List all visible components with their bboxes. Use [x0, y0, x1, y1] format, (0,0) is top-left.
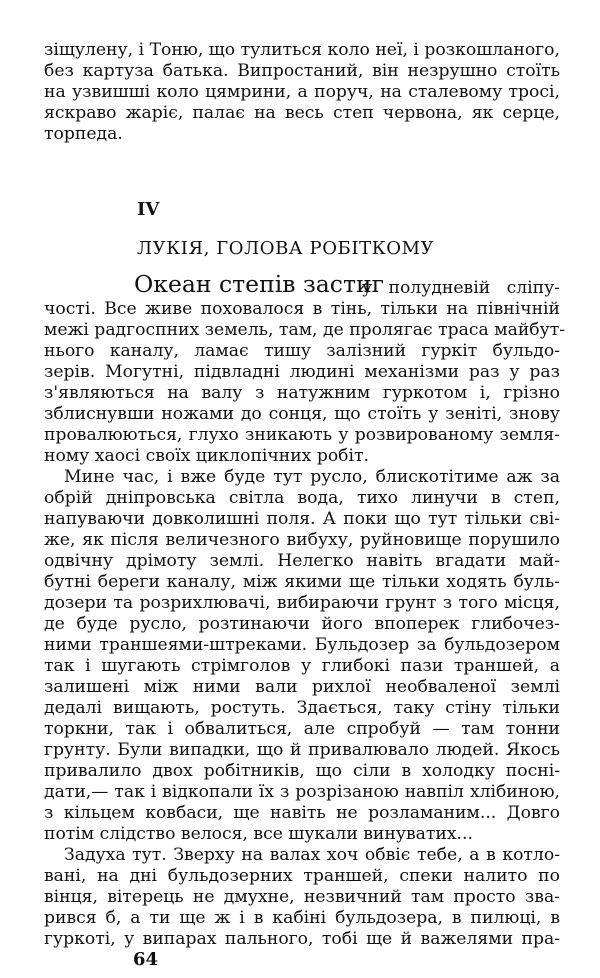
text-line: з кільцем ковбаси, ще навіть не розламаним... Довго: [44, 803, 560, 823]
text-line: без картуза батька. Випростаний, він незрушно стоїть: [44, 61, 560, 81]
text-line: Мине час, і вже буде тут русло, блискотітиме аж за: [64, 467, 560, 487]
text-line: дедалі вищають, ростуть. Здається, таку стіну тільки: [44, 698, 560, 718]
text-line: нього каналу, ламає тишу залізний гуркіт бульдо-: [44, 341, 560, 361]
text-line: у полудневій сліпу-: [362, 278, 560, 298]
page-number: 64: [133, 949, 159, 970]
text-line: на узвишші коло цямрини, а поруч, на сталевому тросі,: [44, 82, 560, 102]
text-line: торпеда.: [44, 124, 123, 144]
text-line: так і шугають стрімголов у глибокі пази траншей, а: [44, 656, 560, 676]
text-line: залишені між ними вали рихлої необваленої землі: [44, 677, 560, 697]
paragraph-lead-in: Океан степів застиг: [134, 270, 384, 298]
text-line: вані, на дні бульдозерних траншей, спеки налито по: [44, 866, 560, 886]
text-line: бутні береги каналу, між якими ще тільки ходять буль-: [44, 572, 560, 592]
text-line: зіщулену, і Тоню, що тулиться коло неї, і розкошланого,: [44, 40, 560, 60]
text-line: Задуха тут. Зверху на валах хоч обвіє тебе, а в котло-: [64, 845, 560, 865]
text-line: ному хаосі своїх циклопічних робіт.: [44, 446, 369, 466]
text-line: чості. Все живе поховалося в тінь, тільки на північній: [44, 299, 560, 319]
text-line: з'являються на валу з натужним гуркотом і, грізно: [44, 383, 560, 403]
chapter-number: IV: [137, 199, 160, 220]
text-line: обрій дніпровська світла вода, тихо линучи в степ,: [44, 488, 560, 508]
text-line: де буде русло, розтинаючи його впоперек глибочез-: [44, 614, 560, 634]
text-line: яскраво жаріє, палає на весь степ червона, як серце,: [44, 103, 560, 123]
text-line: привалило двох робітників, що сіли в холодку поснi-: [44, 761, 560, 781]
text-line: одвічну дрімоту землі. Нелегко навіть вгадати май-: [44, 551, 560, 571]
text-line: ними траншеями-штреками. Бульдозер за бульдозером: [44, 635, 560, 655]
text-line: зблиснувши ножами до сонця, що стоїть у зеніті, знову: [44, 404, 560, 424]
text-line: провалюються, глухо зникають у розвированому земля-: [44, 425, 560, 445]
text-line: межі радгоспних земель, там, де пролягає траса майбут-: [44, 320, 566, 340]
text-line: торкни, так і обвалиться, але спробуй — там тонни: [44, 719, 560, 739]
chapter-title: ЛУКІЯ, ГОЛОВА РОБІТКОМУ: [137, 238, 435, 259]
text-line: зерів. Могутні, підвладні людині механізми раз у раз: [44, 362, 560, 382]
text-line: напуваючи довколишні поля. А поки що тут тільки сві-: [44, 509, 560, 529]
text-line: рився б, а ти ще ж і в кабіні бульдозера, в пилюці, в: [44, 908, 560, 928]
text-line: дати,— так і відкопали їх з розрізаною навпіл хлібиною,: [44, 782, 560, 802]
text-line: гуркоті, у випарах пального, тобі ще й важелями пра-: [44, 929, 560, 949]
text-line: дозери та розрихлювачі, вибираючи грунт з того місця,: [44, 593, 560, 613]
text-line: же, як після величезного вибуху, руйновище порушило: [44, 530, 560, 550]
text-line: вінця, вітерець не дмухне, незвичний там просто зва-: [44, 887, 560, 907]
text-line: грунту. Були випадки, що й привалювало людей. Якось: [44, 740, 560, 760]
text-line: потім слідство велося, все шукали винуватих...: [44, 824, 473, 844]
